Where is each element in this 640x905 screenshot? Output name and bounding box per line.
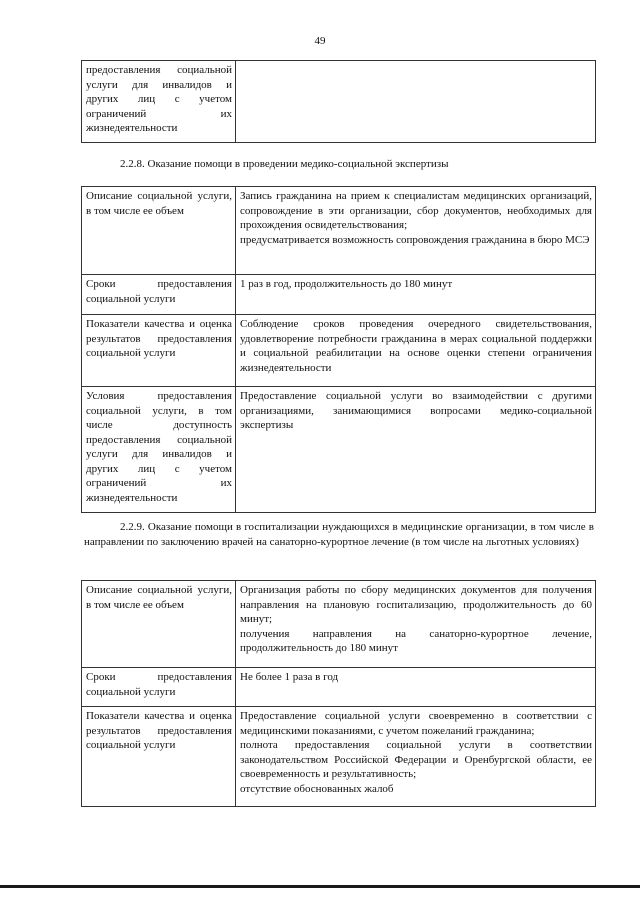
- continuation-table: [81, 60, 596, 143]
- value-line: полнота предоставления социальной услуги в соответствии законодательством Российской Федерации и Оренбургской области, ее своевременность и результативность;: [240, 739, 592, 780]
- row-label: Сроки предоставления социальной услуги: [82, 275, 236, 315]
- table-row: [82, 187, 596, 275]
- row-label: предоставления социальной услуги для инвалидов и других лиц с учетом ограничений их жизнедеятельности: [82, 61, 236, 143]
- section-heading-2-2-9: 2.2.9. Оказание помощи в госпитализации нуждающихся в медицинские организации, в том числе в направлении по заключению врачей на санаторно-курортное лечение (в том числе на льготных условиях): [84, 521, 594, 548]
- table-row: [82, 315, 596, 387]
- table-row: [82, 581, 596, 668]
- page-number: 49: [314, 35, 326, 47]
- value-line: Не более 1 раза в год: [240, 671, 339, 683]
- row-value: [236, 387, 596, 513]
- table-row: [82, 275, 596, 315]
- value-line: 1 раз в год, продолжительность до 180 минут: [240, 278, 453, 290]
- value-line: Организация работы по сбору медицинских документов для получения направления на плановую госпитализацию, продолжительность до 60 минут;: [240, 584, 592, 625]
- row-label: Показатели качества и оценка результатов предоставления социальной услуги: [82, 315, 236, 387]
- section-heading-2-2-8: 2.2.8. Оказание помощи в проведении медико-социальной экспертизы: [120, 158, 449, 170]
- section-table-2-2-9: [81, 580, 596, 807]
- value-line: Предоставление социальной услуги во взаимодействии с другими организациями, занимающимися вопросами медико-социальной экспертизы: [240, 390, 592, 431]
- value-line: получения направления на санаторно-курортное лечение, продолжительность до 180 минут: [240, 627, 592, 654]
- page-bottom-rule: [0, 885, 640, 888]
- row-value: [236, 707, 596, 807]
- section-table-2-2-8: [81, 186, 596, 513]
- row-label: Описание социальной услуги, в том числе ее объем: [82, 581, 236, 668]
- value-line: Соблюдение сроков проведения очередного свидетельствования, удовлетворение потребности гражданина в мерах социальной поддержки и социальной реабилитации на основе оценки степени ограничения жизнедеятельности: [240, 318, 592, 374]
- row-value: [236, 668, 596, 707]
- row-value: [236, 581, 596, 668]
- row-label: Сроки предоставления социальной услуги: [82, 668, 236, 707]
- table-row: [82, 387, 596, 513]
- value-line: отсутствие обоснованных жалоб: [240, 782, 394, 795]
- row-value: [236, 187, 596, 275]
- table-row: [82, 61, 596, 143]
- table-row: [82, 668, 596, 707]
- row-label: Условия предоставления социальной услуги, в том числе доступность предоставления социальной услуги для инвалидов и других лиц с учетом ограничений их жизнедеятельности: [82, 387, 236, 513]
- value-line: предусматривается возможность сопровождения гражданина в бюро МСЭ: [240, 233, 590, 246]
- row-label: Описание социальной услуги, в том числе ее объем: [82, 187, 236, 275]
- row-value: [236, 275, 596, 315]
- row-label: Показатели качества и оценка результатов предоставления социальной услуги: [82, 707, 236, 807]
- value-line: Предоставление социальной услуги своевременно в соответствии с медицинскими показаниями, с учетом пожеланий гражданина;: [240, 710, 592, 737]
- row-value: [236, 315, 596, 387]
- value-line: Запись гражданина на прием к специалистам медицинских организаций, сопровождение в эти организации, сбор документов, необходимых для прохождения освидетельствования;: [240, 190, 592, 231]
- row-value: [236, 61, 596, 143]
- table-row: [82, 707, 596, 807]
